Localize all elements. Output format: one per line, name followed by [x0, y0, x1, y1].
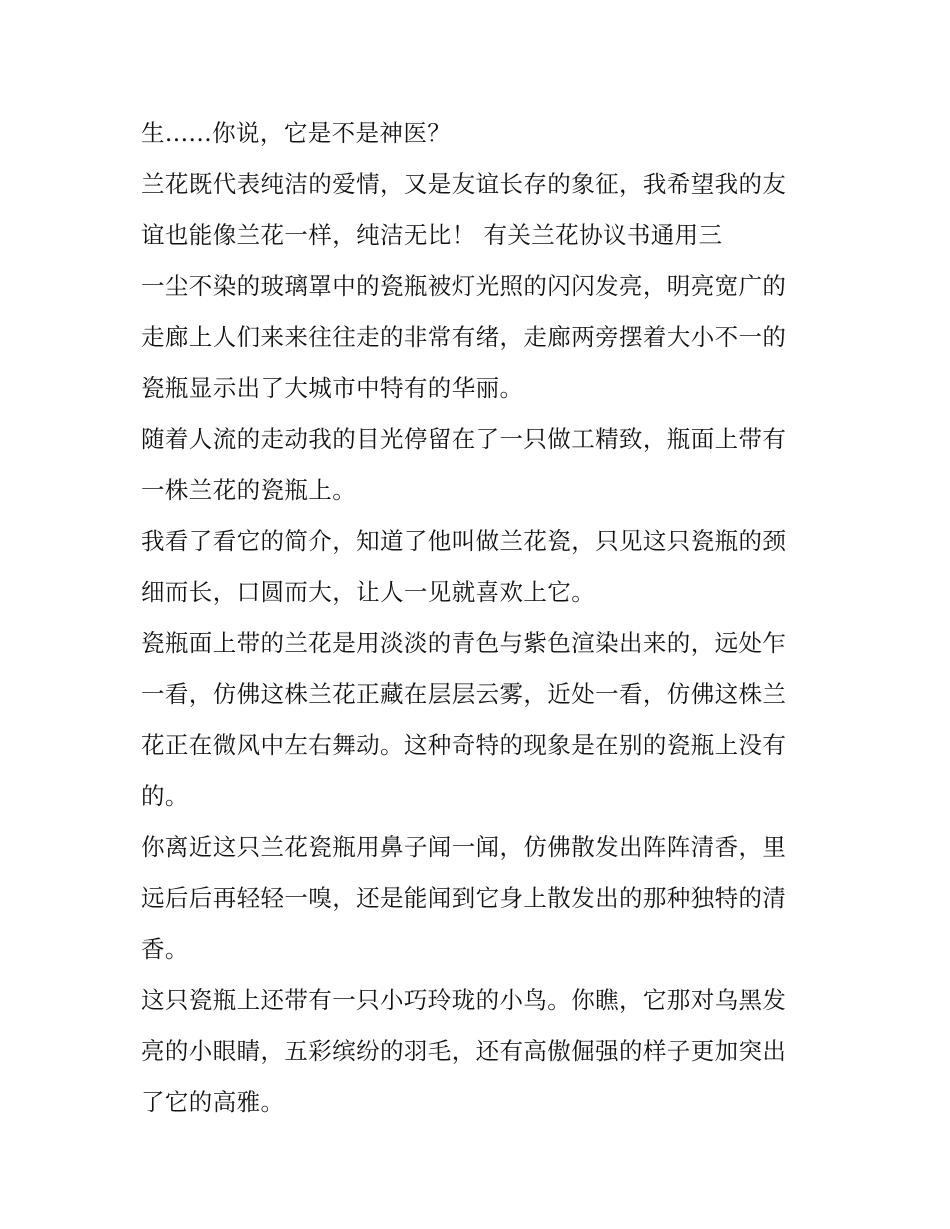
text-line: 一株兰花的瓷瓶上。	[141, 476, 357, 504]
text-line: 这只瓷瓶上还带有一只小巧玲珑的小鸟。你瞧，它那对乌黑发	[141, 986, 787, 1014]
text-line: 你离近这只兰花瓷瓶用鼻子闻一闻，仿佛散发出阵阵清香，里	[141, 833, 787, 861]
text-line: 我看了看它的简介，知道了他叫做兰花瓷，只见这只瓷瓶的颈	[141, 527, 787, 555]
text-line: 远后后再轻轻一嗅，还是能闻到它身上散发出的那种独特的清	[141, 884, 787, 912]
document-body	[141, 108, 821, 1128]
text-line: 的。	[141, 782, 189, 810]
paragraph	[141, 108, 821, 159]
text-line: 一尘不染的玻璃罩中的瓷瓶被灯光照的闪闪发亮，明亮宽广的	[141, 272, 787, 300]
text-line: 了它的高雅。	[141, 1088, 285, 1116]
text-line: 随着人流的走动我的目光停留在了一只做工精致，瓶面上带有	[141, 425, 787, 453]
paragraph	[141, 975, 821, 1128]
text-line: 亮的小眼睛，五彩缤纷的羽毛，还有高傲倔强的样子更加突出	[141, 1037, 787, 1065]
text-line: 走廊上人们来来往往走的非常有绪，走廊两旁摆着大小不一的	[141, 323, 787, 351]
text-line: 瓷瓶显示出了大城市中特有的华丽。	[141, 374, 524, 402]
paragraph	[141, 414, 821, 516]
text-line: 细而长，口圆而大，让人一见就喜欢上它。	[141, 578, 596, 606]
text-line: 生......你说，它是不是神医？	[141, 119, 452, 147]
text-line: 一看，仿佛这株兰花正藏在层层云雾，近处一看，仿佛这株兰	[141, 680, 787, 708]
text-line: 花正在微风中左右舞动。这种奇特的现象是在别的瓷瓶上没有	[141, 731, 787, 759]
paragraph	[141, 822, 821, 975]
paragraph	[141, 516, 821, 618]
text-line: 谊也能像兰花一样，纯洁无比！ 有关兰花协议书通用三	[141, 221, 723, 249]
text-line: 兰花既代表纯洁的爱情，又是友谊长存的象征，我希望我的友	[141, 170, 787, 198]
paragraph	[141, 159, 821, 261]
text-line: 瓷瓶面上带的兰花是用淡淡的青色与紫色渲染出来的，远处乍	[141, 629, 787, 657]
paragraph	[141, 618, 821, 822]
paragraph	[141, 261, 821, 414]
text-line: 香。	[141, 935, 189, 963]
